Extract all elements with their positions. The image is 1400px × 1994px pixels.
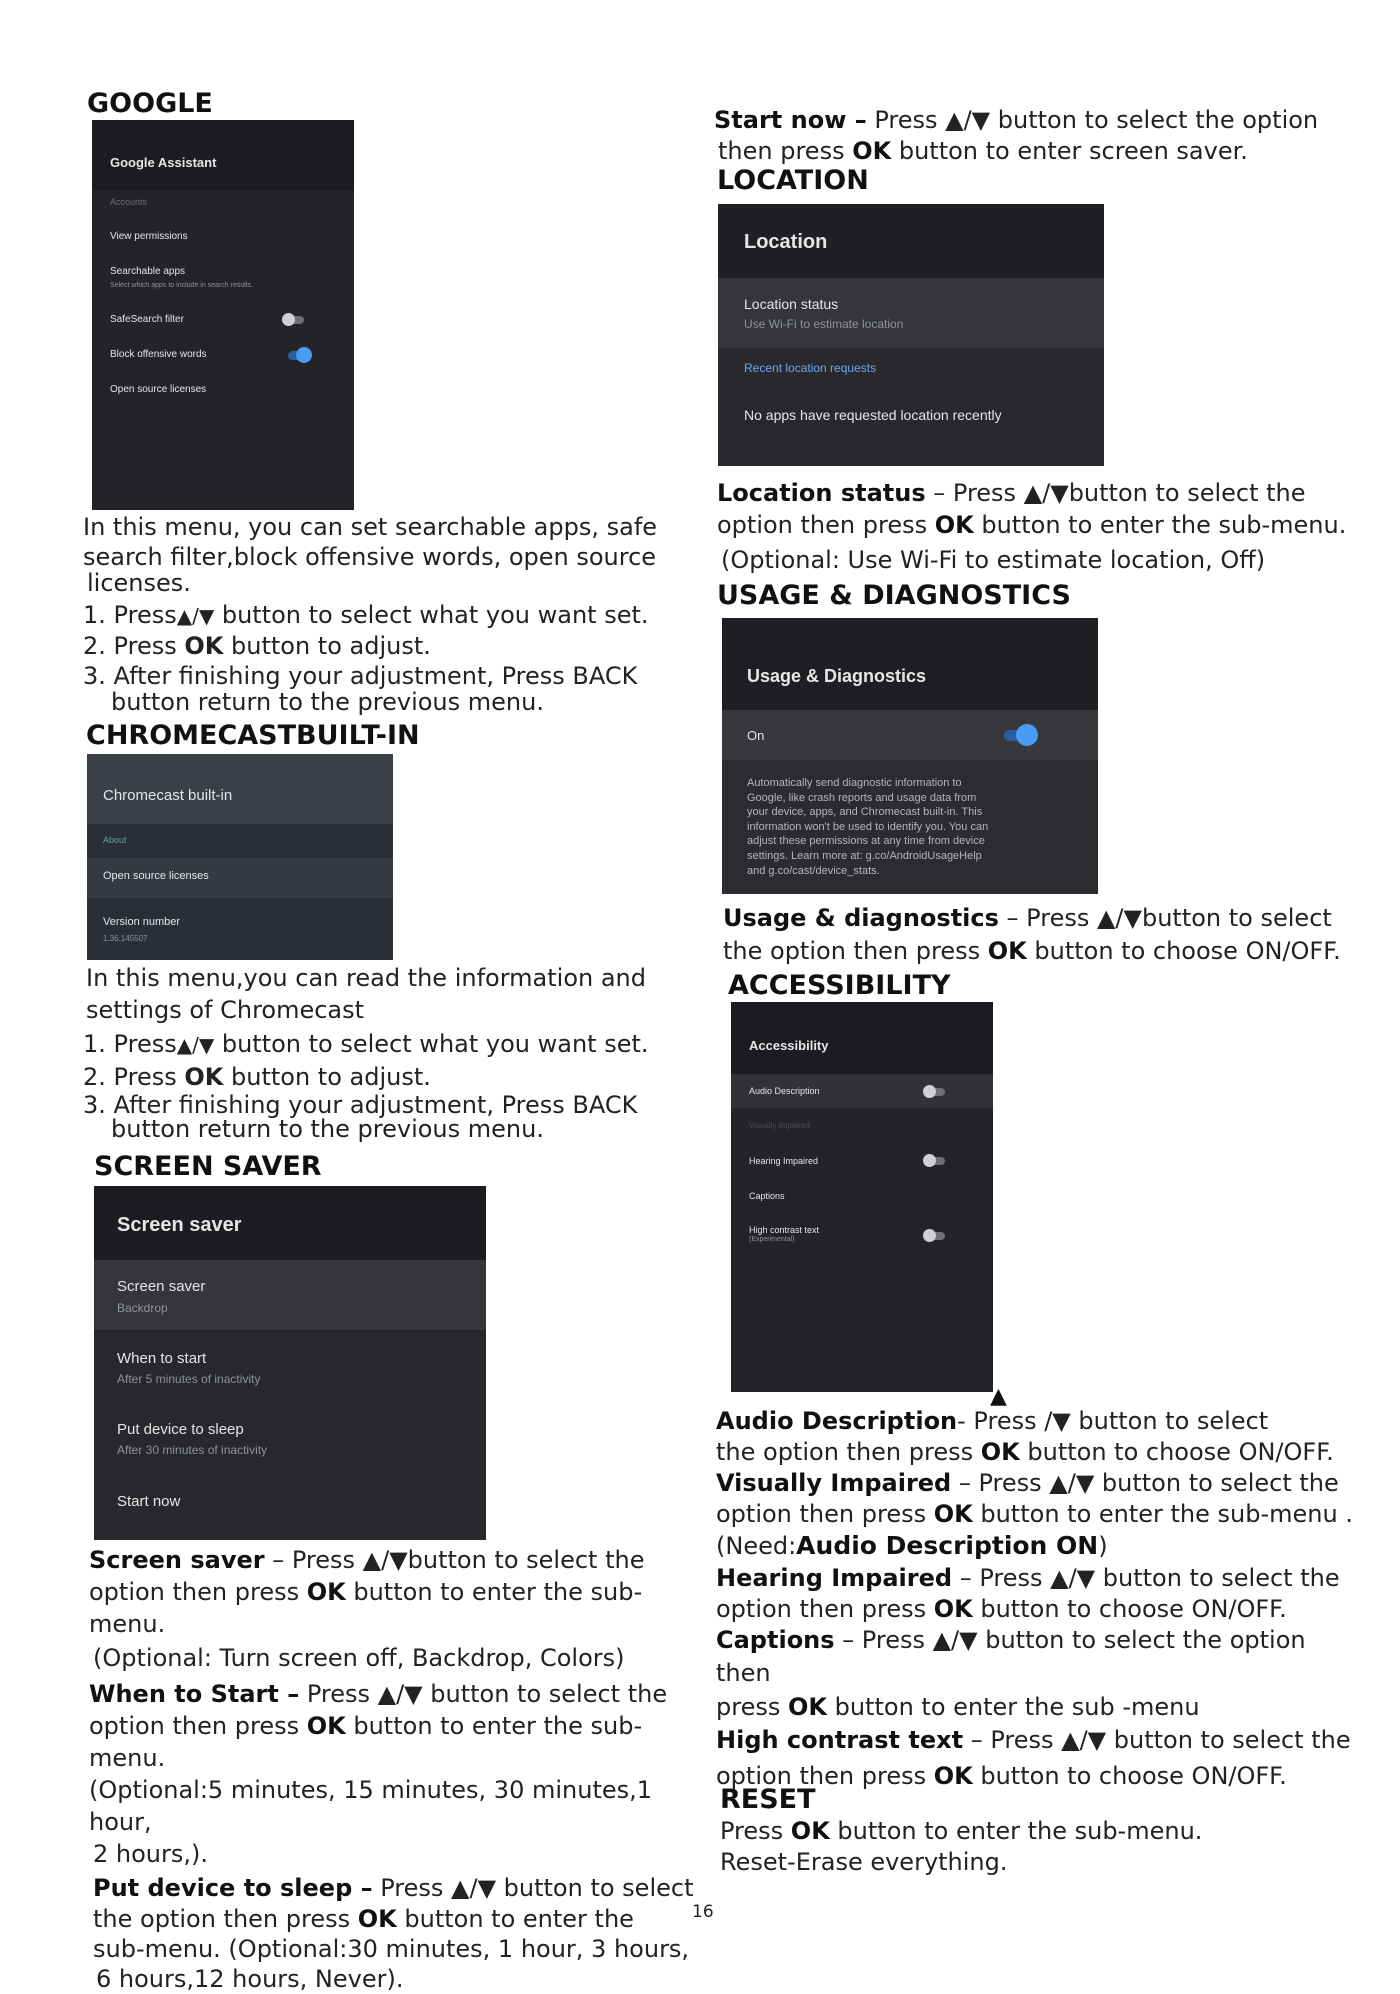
chromecast-heading: CHROMECASTBUILT-IN (86, 720, 420, 751)
screen-saver-screenshot (94, 1186, 486, 1540)
screen-title: Screen saver (117, 1214, 242, 1236)
up-arrow-glyph: ▲ (990, 1384, 1007, 1409)
screen-saver-text (89, 1544, 709, 1994)
intro-line: In this menu, you can set searchable apps, safe (83, 513, 658, 541)
menu-item-when-to-start: When to start (117, 1350, 207, 1367)
usage-description: Automatically send diagnostic information to Google, like crash reports and usage data from your device, apps, and Chromecast built-in. This information won't be used to identify you. You can adjust these permissions at any time from device settings. Learn more at: g.co/AndroidUsageHelp and g.co/cast/device_stats. (747, 777, 989, 877)
safesearch-toggle (282, 313, 306, 327)
step-1: 1. Press▲/▼ button to select what you want set. (83, 601, 649, 629)
when-to-start-optional-2: 2 hours,). (93, 1840, 208, 1868)
usage-heading: USAGE & DIAGNOSTICS (717, 580, 1071, 611)
audio-description-para-2: the option then press OK button to choose ON/OFF. (716, 1438, 1334, 1466)
visually-impaired-need: (Need:Audio Description ON) (716, 1531, 1108, 1560)
location-status-sub: Use Wi-Fi to estimate location (744, 317, 904, 331)
screen-saver-para: Screen saver – Press ▲/▼button to select the (89, 1546, 645, 1574)
screen-title: Location (744, 231, 828, 253)
start-now-text (714, 104, 1354, 166)
start-now-para-2: then press OK button to enter screen saver. (718, 137, 1248, 165)
screen-title: Usage & Diagnostics (747, 666, 927, 686)
menu-item-hearing-impaired: Hearing Impaired (749, 1156, 819, 1166)
accessibility-heading: ACCESSIBILITY (728, 970, 951, 1001)
put-to-sleep-optional: sub-menu. (Optional:30 minutes, 1 hour, 3 hours, (93, 1935, 690, 1963)
screen-title: Chromecast built-in (103, 787, 233, 804)
menu-item-put-device-to-sleep: Put device to sleep (117, 1421, 244, 1438)
intro-line: settings of Chromecast (86, 996, 365, 1024)
menu-item-safesearch: SafeSearch filter (110, 314, 184, 325)
page-number: 16 (692, 1902, 714, 1922)
reset-para: Press OK button to enter the sub-menu. (720, 1817, 1203, 1845)
reset-text (720, 1816, 1360, 1878)
captions-para: Captions – Press ▲/▼ button to select the option then (716, 1626, 1306, 1687)
usage-toggle (1004, 724, 1038, 746)
menu-item-visually-impaired: Visually Impaired (749, 1121, 810, 1130)
location-para-2: option then press OK button to enter the sub-menu. (717, 511, 1347, 539)
location-heading: LOCATION (717, 165, 869, 196)
google-steps (83, 600, 683, 717)
when-to-start-para-2: option then press OK button to enter the sub-menu. (89, 1712, 643, 1772)
step-3-cont: button return to the previous menu. (111, 1115, 544, 1143)
location-optional: (Optional: Use Wi-Fi to estimate location, Off) (721, 546, 1266, 574)
menu-item-sub: Select which apps to include in search results. (110, 282, 254, 289)
when-to-start-para: When to Start – Press ▲/▼ button to select the (89, 1680, 668, 1708)
screen-saver-optional: (Optional: Turn screen off, Backdrop, Colors) (93, 1644, 625, 1672)
chromecast-screenshot (87, 754, 393, 960)
put-to-sleep-para: Put device to sleep – Press ▲/▼ button to select (93, 1874, 694, 1902)
step-3: 3. After finishing your adjustment, Press BACK (83, 662, 638, 690)
menu-item-screen-saver: Screen saver (117, 1278, 206, 1295)
menu-item-high-contrast: High contrast text (749, 1225, 820, 1235)
usage-para: Usage & diagnostics – Press ▲/▼button to select (723, 904, 1332, 932)
block-offensive-toggle (288, 347, 312, 363)
start-now-para: Start now – Press ▲/▼ button to select the option (714, 106, 1319, 134)
google-intro (83, 512, 657, 599)
recent-requests-label: Recent location requests (744, 361, 877, 375)
location-screenshot (718, 204, 1104, 466)
hearing-impaired-para-2: option then press OK button to choose ON/OFF. (716, 1595, 1287, 1623)
screen-saver-heading: SCREEN SAVER (94, 1151, 322, 1182)
no-apps-message: No apps have requested location recently (744, 407, 1002, 423)
version-value: 1.36.145507 (103, 934, 148, 943)
menu-item-searchable-apps: Searchable apps (110, 266, 186, 277)
menu-item-sub: After 30 minutes of inactivity (117, 1443, 268, 1457)
high-contrast-para-2: option then press OK button to choose ON/OFF. (716, 1762, 1287, 1790)
intro-line: licenses. (87, 569, 191, 597)
step-1: 1. Press▲/▼ button to select what you want set. (83, 1030, 649, 1058)
step-2: 2. Press OK button to adjust. (83, 1063, 431, 1091)
chromecast-intro (86, 962, 646, 1026)
intro-line: In this menu,you can read the information and (86, 964, 646, 992)
visually-impaired-para: Visually Impaired – Press ▲/▼ button to select the (716, 1469, 1339, 1497)
step-3: 3. After finishing your adjustment, Press BACK (83, 1091, 638, 1119)
menu-item-sub: After 5 minutes of inactivity (117, 1372, 261, 1386)
screen-title: Accessibility (749, 1038, 829, 1053)
location-text (717, 477, 1357, 579)
menu-item-start-now: Start now (117, 1493, 181, 1510)
when-to-start-optional: (Optional:5 minutes, 15 minutes, 30 minutes,1 hour, (89, 1776, 653, 1836)
menu-item-view-permissions: View permissions (110, 231, 188, 242)
menu-item-sub: Backdrop (117, 1301, 168, 1315)
google-heading: GOOGLE (87, 88, 213, 119)
intro-line: search filter,block offensive words, open source (83, 542, 657, 571)
section-label: About (103, 835, 127, 845)
usage-text (723, 902, 1363, 967)
location-para: Location status – Press ▲/▼button to select the (717, 479, 1306, 507)
reset-heading: RESET (720, 1784, 816, 1815)
accessibility-screenshot (731, 1002, 993, 1392)
hearing-impaired-toggle (923, 1154, 947, 1168)
usage-on-label: On (747, 728, 765, 743)
hearing-impaired-para: Hearing Impaired – Press ▲/▼ button to select the (716, 1564, 1340, 1592)
visually-impaired-para-2: option then press OK button to enter the sub-menu . (716, 1500, 1353, 1528)
location-status-label: Location status (744, 296, 839, 312)
menu-item-open-source: Open source licenses (110, 384, 207, 395)
menu-item-sub: (Experimental) (749, 1236, 795, 1243)
accessibility-text (716, 1406, 1366, 1796)
high-contrast-toggle (923, 1229, 947, 1243)
menu-item-block-offensive: Block offensive words (110, 349, 207, 360)
section-label: Accounts (110, 197, 148, 207)
screen-saver-para-2: option then press OK button to enter the sub-menu. (89, 1578, 643, 1638)
step-3-cont: button return to the previous menu. (111, 688, 544, 716)
put-to-sleep-para-2: the option then press OK button to enter the (93, 1905, 634, 1933)
high-contrast-para: High contrast text – Press ▲/▼ button to select the (716, 1726, 1351, 1754)
reset-para-2: Reset-Erase everything. (720, 1848, 1008, 1876)
step-2: 2. Press OK button to adjust. (83, 632, 431, 660)
captions-para-2: press OK button to enter the sub -menu (716, 1693, 1200, 1721)
menu-item-captions: Captions (749, 1191, 785, 1201)
menu-item-version: Version number (103, 916, 181, 928)
usage-screenshot (722, 618, 1098, 894)
usage-para-2: the option then press OK button to choose ON/OFF. (723, 937, 1341, 965)
chromecast-steps (83, 1028, 683, 1145)
google-assistant-screenshot (92, 120, 354, 510)
screen-title: Google Assistant (110, 155, 217, 170)
menu-item-open-source: Open source licenses (103, 870, 209, 882)
audio-description-para: Audio Description- Press /▼ button to select (716, 1407, 1269, 1435)
audio-description-toggle (923, 1085, 947, 1099)
menu-item-audio-description: Audio Description (749, 1086, 820, 1096)
put-to-sleep-optional-2: 6 hours,12 hours, Never). (96, 1965, 404, 1993)
